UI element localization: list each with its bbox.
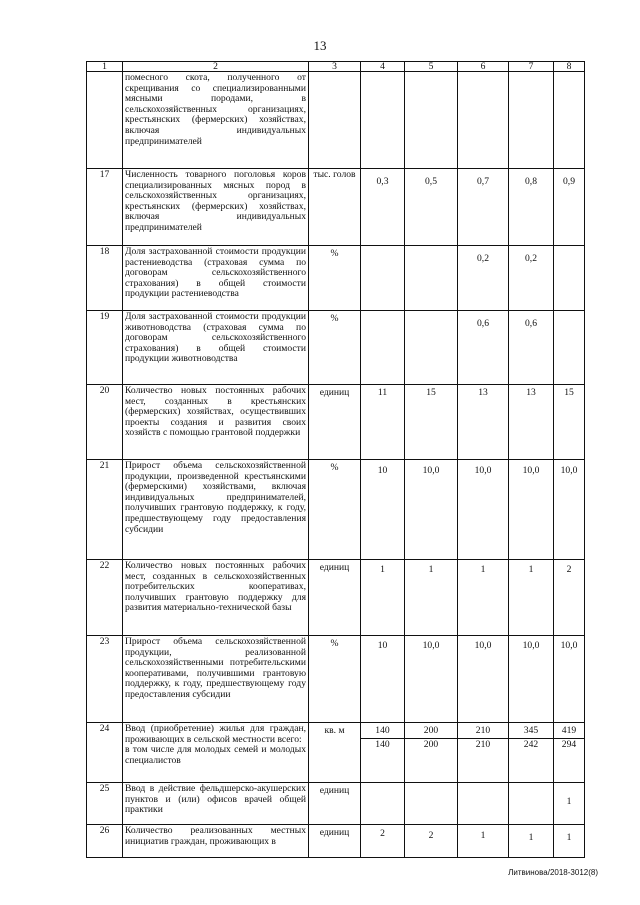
value-cell: 1 — [405, 560, 458, 636]
value-cell: 0,6 — [509, 311, 554, 385]
value-cell: 15 — [554, 385, 585, 460]
value-cell: 0,2 — [509, 246, 554, 311]
value-youth: 294 — [561, 738, 577, 750]
value-cell — [361, 723, 405, 783]
value-cell: 10,0 — [509, 636, 554, 723]
value-youth: 210 — [475, 738, 491, 750]
header-cell: 8 — [554, 62, 585, 72]
value-cell — [458, 723, 509, 783]
value-cell: 0,2 — [458, 246, 509, 311]
value-cell: 0,8 — [509, 169, 554, 246]
row-number: 19 — [87, 311, 123, 385]
table-row — [87, 169, 585, 246]
value-cell — [509, 72, 554, 169]
unit: % — [309, 460, 361, 560]
indicator-description: Доля застрахованной стоимости продукции растениеводства (страховая сумма по договорам сельскохозяйственного страхования) в общей стоимости продукции растениеводства — [123, 246, 309, 311]
value-total: 140 — [361, 726, 404, 739]
value-total: 210 — [458, 726, 508, 739]
unit: единиц — [309, 560, 361, 636]
value-cell: 13 — [458, 385, 509, 460]
row-number: 18 — [87, 246, 123, 311]
value-cell: 1 — [554, 825, 585, 858]
unit: кв. м — [309, 723, 361, 783]
value-cell: 10,0 — [458, 460, 509, 560]
value-cell — [554, 72, 585, 169]
table-row — [87, 311, 585, 385]
value-cell: 1 — [458, 825, 509, 858]
value-cell: 10 — [361, 636, 405, 723]
row-number: 21 — [87, 460, 123, 560]
unit: единиц — [309, 783, 361, 825]
header-cell: 4 — [361, 62, 405, 72]
value-cell — [554, 311, 585, 385]
value-cell: 15 — [405, 385, 458, 460]
unit: % — [309, 636, 361, 723]
value-cell: 2 — [554, 560, 585, 636]
row-number: 17 — [87, 169, 123, 246]
value-cell: 11 — [361, 385, 405, 460]
page-number: 13 — [313, 38, 327, 53]
value-cell: 0,6 — [458, 311, 509, 385]
document-footer: Литвинова/2018-3012(8) — [508, 868, 598, 877]
value-cell: 1 — [509, 560, 554, 636]
row-number: 22 — [87, 560, 123, 636]
unit: % — [309, 246, 361, 311]
indicator-description-total: Ввод (приобретение) жилья для граждан, проживающих в сельской местности всего: — [125, 723, 306, 745]
row-number — [87, 72, 123, 169]
value-youth: 242 — [523, 738, 539, 750]
indicator-description: Прирост объема сельскохозяйственной продукции, реализованной сельскохозяйственными потребительскими кооперативами, получившими грантовую поддержку, к году, предшествующему году предоставления субсидии — [123, 636, 309, 723]
value-cell: 13 — [509, 385, 554, 460]
value-cell — [361, 246, 405, 311]
value-cell: 0,7 — [458, 169, 509, 246]
value-cell: 2 — [361, 825, 405, 858]
value-cell — [509, 783, 554, 825]
indicator-description: Доля застрахованной стоимости продукции животноводства (страховая сумма по договорам сельскохозяйственного страхования) в общей стоимости продукции животноводства — [123, 311, 309, 385]
value-cell — [405, 72, 458, 169]
value-cell: 10,0 — [554, 460, 585, 560]
header-cell: 1 — [87, 62, 123, 72]
table-row — [87, 636, 585, 723]
value-cell: 0,5 — [405, 169, 458, 246]
value-cell — [405, 311, 458, 385]
value-cell: 0,3 — [361, 169, 405, 246]
value-cell — [405, 783, 458, 825]
indicators-table — [86, 61, 585, 858]
row-number: 24 — [87, 723, 123, 783]
value-cell: 1 — [554, 783, 585, 825]
header-cell: 6 — [458, 62, 509, 72]
value-cell — [361, 311, 405, 385]
unit: % — [309, 311, 361, 385]
unit — [309, 72, 361, 169]
header-row — [87, 62, 585, 72]
value-total: 345 — [509, 726, 553, 739]
row-number: 25 — [87, 783, 123, 825]
indicator-description-youth: в том числе для молодых семей и молодых специалистов — [125, 744, 306, 766]
table-row — [87, 72, 585, 169]
header-cell: 2 — [123, 62, 309, 72]
value-cell: 10,0 — [554, 636, 585, 723]
header-cell: 5 — [405, 62, 458, 72]
table-row — [87, 460, 585, 560]
value-cell: 1 — [509, 825, 554, 858]
indicator-description: помесного скота, полученного от скрещивания со специализированными мясными породами, в сельскохозяйственных организациях, крестьянских (фермерских) хозяйствах, включая индивидуальных предпринимателей — [123, 72, 309, 169]
value-youth: 200 — [423, 738, 439, 750]
table-row — [87, 560, 585, 636]
table-row — [87, 385, 585, 460]
value-cell: 2 — [405, 825, 458, 858]
value-cell — [554, 723, 585, 783]
indicator-description — [123, 723, 309, 783]
value-cell: 10 — [361, 460, 405, 560]
value-cell: 10,0 — [405, 636, 458, 723]
table-row — [87, 723, 585, 783]
indicator-description: Количество новых постоянных рабочих мест, созданных в сельскохозяйственных потребительских кооперативах, получивших грантовую поддержку для развития материально-технической базы — [123, 560, 309, 636]
row-number: 20 — [87, 385, 123, 460]
indicator-description: Численность товарного поголовья коров специализированных мясных пород в сельскохозяйственных организациях, крестьянских (фермерских) хозяйствах, включая индивидуальных предпринимателей — [123, 169, 309, 246]
value-total: 419 — [554, 726, 584, 739]
value-cell: 1 — [458, 560, 509, 636]
value-cell — [361, 72, 405, 169]
unit: тыс. голов — [309, 169, 361, 246]
value-cell — [361, 783, 405, 825]
unit: единиц — [309, 825, 361, 858]
value-cell — [509, 723, 554, 783]
value-cell: 0,9 — [554, 169, 585, 246]
value-total: 200 — [405, 726, 457, 739]
row-number: 23 — [87, 636, 123, 723]
indicator-description: Количество реализованных местных инициатив граждан, проживающих в — [123, 825, 309, 858]
value-cell: 10,0 — [509, 460, 554, 560]
value-cell — [458, 72, 509, 169]
header-cell: 3 — [309, 62, 361, 72]
header-cell: 7 — [509, 62, 554, 72]
value-cell — [405, 723, 458, 783]
indicator-description: Прирост объема сельскохозяйственной продукции, произведенной крестьянскими (фермерскими) хозяйствами, включая индивидуальных предпринимателей, получивших грантовую поддержку, к году, предшествующему году предоставления субсидии — [123, 460, 309, 560]
value-cell: 1 — [361, 560, 405, 636]
indicator-description: Количество новых постоянных рабочих мест, созданных в крестьянских (фермерских) хозяйствах, осуществивших проекты создания и развития своих хозяйств с помощью грантовой поддержки — [123, 385, 309, 460]
table-row — [87, 783, 585, 825]
unit: единиц — [309, 385, 361, 460]
table-row — [87, 825, 585, 858]
table-row — [87, 246, 585, 311]
value-cell — [458, 783, 509, 825]
row-number: 26 — [87, 825, 123, 858]
value-youth: 140 — [375, 738, 390, 750]
value-cell: 10,0 — [405, 460, 458, 560]
value-cell — [405, 246, 458, 311]
value-cell: 10,0 — [458, 636, 509, 723]
indicator-description: Ввод в действие фельдшерско-акушерских пунктов и (или) офисов врачей общей практики — [123, 783, 309, 825]
value-cell — [554, 246, 585, 311]
